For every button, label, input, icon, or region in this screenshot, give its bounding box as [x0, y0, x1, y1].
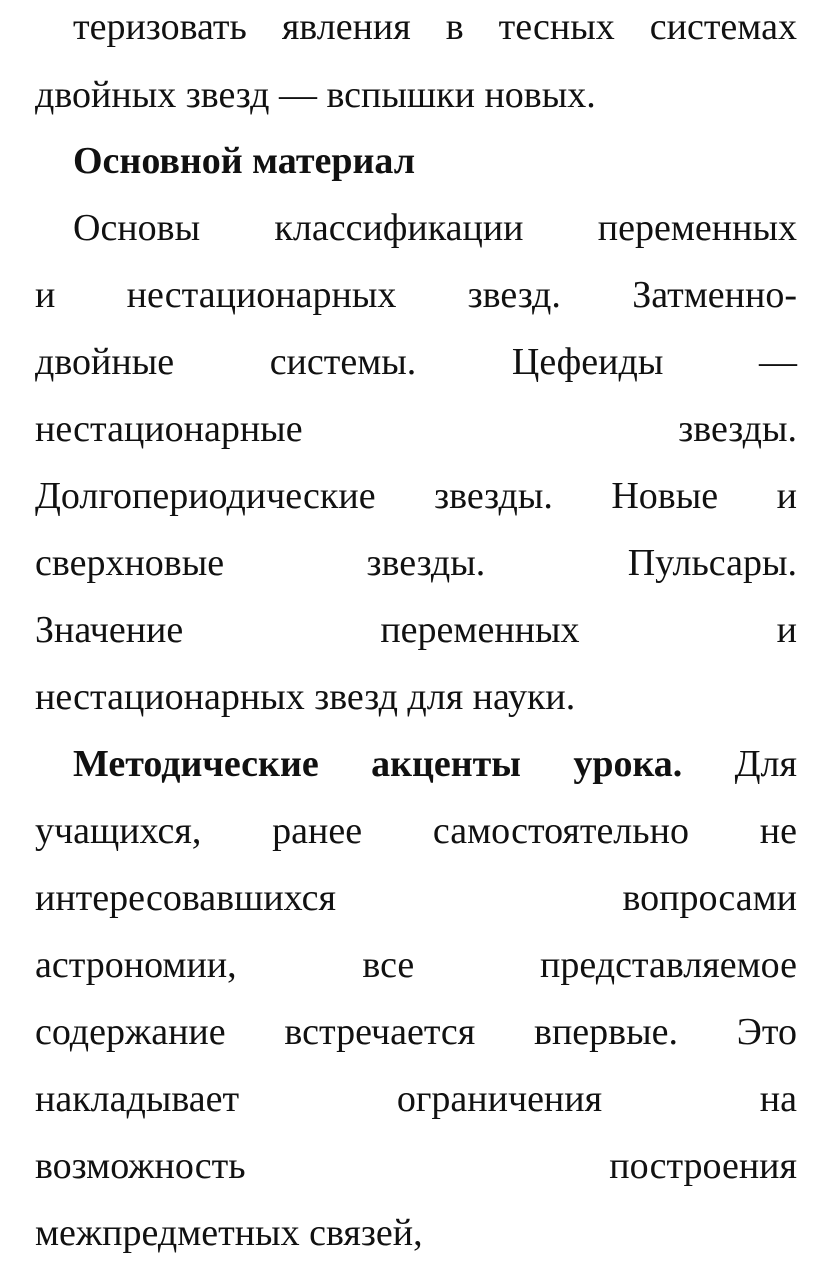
- word: Затменно-: [632, 274, 797, 316]
- word: впервые.: [534, 1011, 678, 1053]
- word: возможность: [35, 1145, 246, 1187]
- word: и: [776, 609, 797, 651]
- word: накладывает: [35, 1078, 240, 1120]
- word: звезд.: [467, 274, 561, 316]
- word: вопросами: [622, 877, 797, 919]
- word: звезды.: [366, 542, 486, 584]
- word: ранее: [272, 810, 363, 852]
- word: в: [445, 6, 464, 48]
- paragraph2-line-8: межпредметных связей,: [35, 1212, 423, 1254]
- word: системы.: [269, 341, 417, 383]
- word: нестационарные: [35, 408, 303, 450]
- paragraph2-line-4: [35, 942, 797, 988]
- word: Долгопериодические: [35, 475, 376, 517]
- bold-word: урока.: [573, 743, 683, 785]
- paragraph2-line-6: [35, 1076, 797, 1122]
- word: нестационарных: [126, 274, 397, 316]
- bold-word: Методические: [73, 743, 319, 785]
- word: на: [759, 1078, 797, 1120]
- word: и: [776, 475, 797, 517]
- word: классификации: [274, 207, 524, 249]
- word: Основы: [73, 207, 201, 249]
- paragraph2-line-1: [35, 741, 797, 787]
- paragraph1-line-3: [35, 339, 797, 385]
- word: не: [759, 810, 797, 852]
- word: учащихся,: [35, 810, 202, 852]
- word: двойные: [35, 341, 175, 383]
- word: самостоятельно: [432, 810, 689, 852]
- word: встречается: [284, 1011, 476, 1053]
- word: Цефеиды: [511, 341, 664, 383]
- word: —: [758, 341, 797, 383]
- paragraph1-line-7: [35, 607, 797, 653]
- word: системах: [649, 6, 797, 48]
- word: Значение: [35, 609, 184, 651]
- paragraph1-line-8: нестационарных звезд для науки.: [35, 676, 576, 718]
- word: теризовать: [73, 6, 247, 48]
- word: сверхновые: [35, 542, 225, 584]
- word: тесных: [498, 6, 615, 48]
- word: Для: [734, 743, 797, 785]
- word: переменных: [597, 207, 797, 249]
- word: ограничения: [396, 1078, 603, 1120]
- word: содержание: [35, 1011, 226, 1053]
- word: астрономии,: [35, 944, 237, 986]
- paragraph1-line-5: [35, 473, 797, 519]
- word: переменных: [380, 609, 580, 651]
- section-heading: Основной материал: [73, 140, 416, 182]
- word: явления: [281, 6, 411, 48]
- word: и: [35, 274, 56, 316]
- word: представляемое: [540, 944, 797, 986]
- word: построения: [609, 1145, 797, 1187]
- paragraph1-line-4: [35, 406, 797, 452]
- paragraph1-line-2: [35, 272, 797, 318]
- word: интересовавшихся: [35, 877, 336, 919]
- word: Это: [736, 1011, 797, 1053]
- paragraph2-line-2: [35, 808, 797, 854]
- word: Пульсары.: [627, 542, 797, 584]
- paragraph2-line-3: [35, 875, 797, 921]
- bold-word: акценты: [371, 743, 521, 785]
- word: Новые: [611, 475, 719, 517]
- paragraph2-line-5: [35, 1009, 797, 1055]
- paragraph1-line-6: [35, 540, 797, 586]
- word: все: [362, 944, 415, 986]
- word: звезды.: [678, 408, 797, 450]
- word: звезды.: [434, 475, 553, 517]
- paragraph2-line-7: [35, 1143, 797, 1189]
- intro-line-1: [35, 4, 797, 50]
- paragraph1-line-1: [35, 205, 797, 251]
- intro-line-2: двойных звезд — вспышки новых.: [35, 74, 596, 116]
